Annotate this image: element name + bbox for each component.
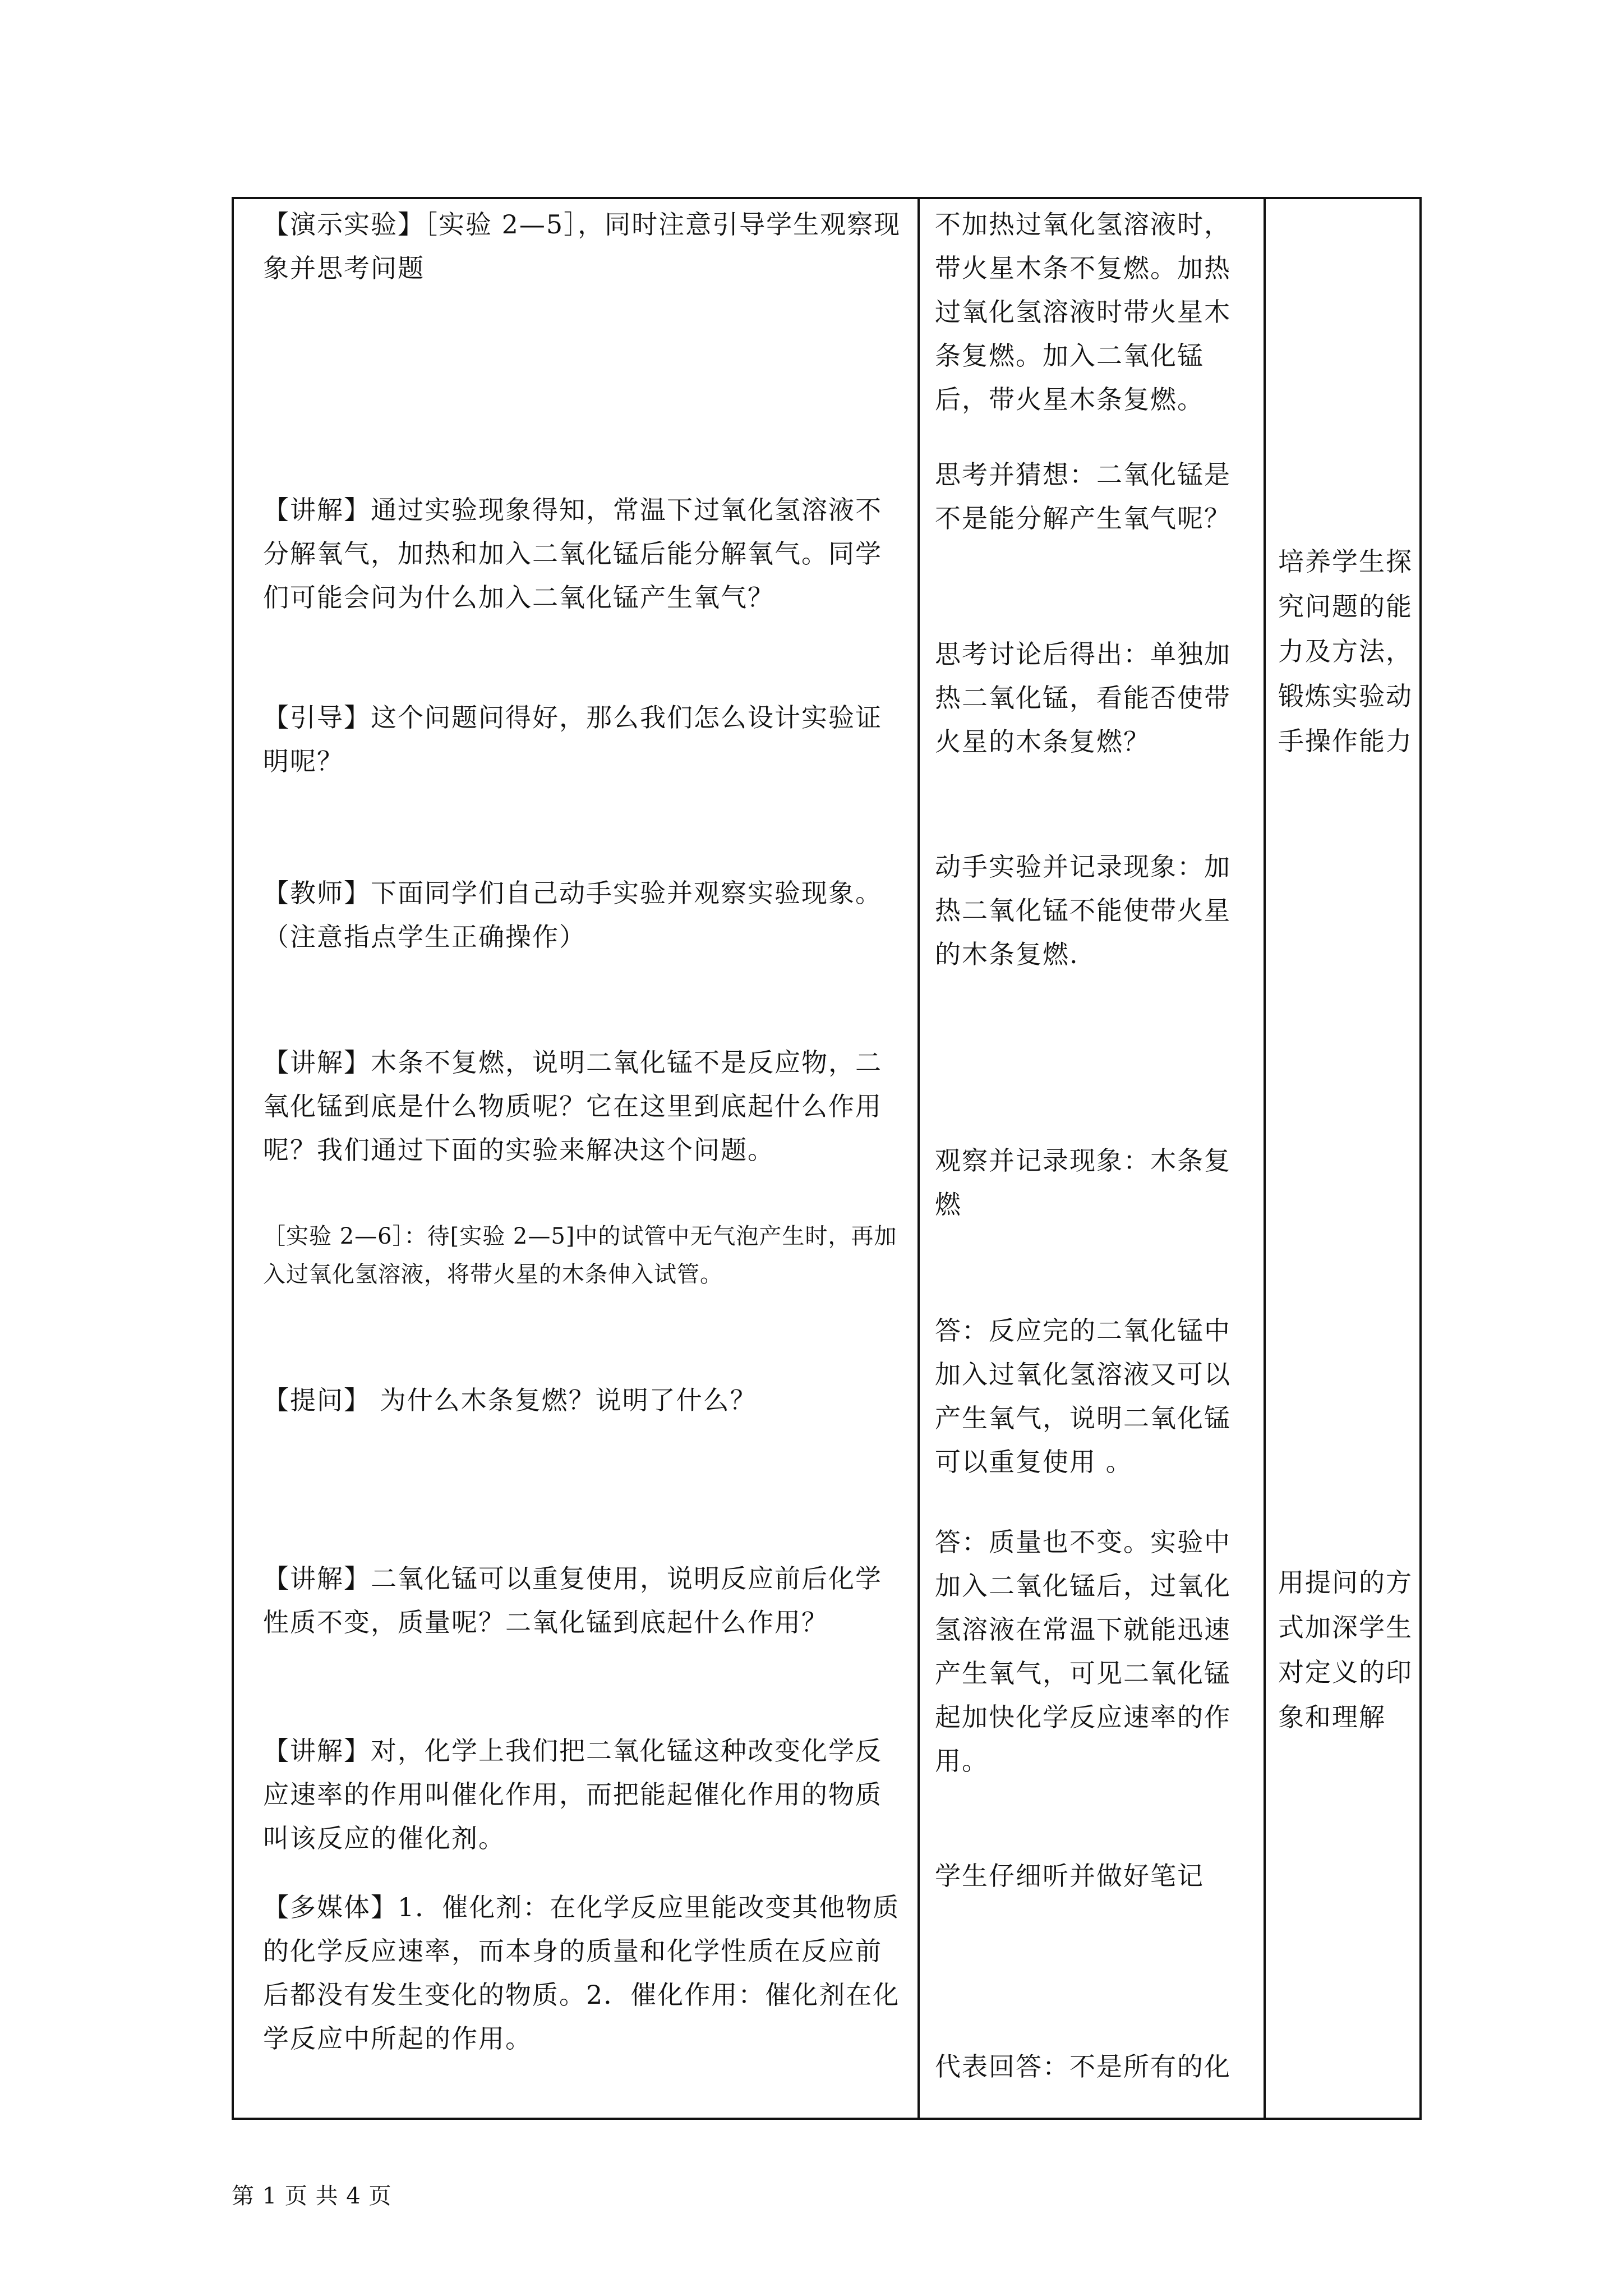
teacher-demo-experiment: 【演示实验】［实验 2—5］，同时注意引导学生观察现象并思考问题: [263, 209, 901, 283]
student-answer-2: 答：质量也不变。实验中加入二氧化锰后，过氧化氢溶液在常温下就能迅速产生氧气，可见二氧化锰起加快化学反应速率的作用。: [935, 1527, 1231, 1776]
teacher-guidance: 【引导】这个问题问得好，那么我们怎么设计实验证明呢？: [263, 702, 882, 776]
experiment-2-6: ［实验 2—6］：待[实验 2—5]中的试管中无气泡产生时，再加入过氧化氢溶液，将带火星的木条伸入试管。: [263, 1223, 897, 1287]
teacher-question: 【提问】 为什么木条复燃？说明了什么？: [263, 1385, 757, 1415]
page-footer: 第 1 页 共 4 页: [232, 2183, 392, 2209]
teacher-explanation-1: 【讲解】通过实验现象得知，常温下过氧化氢溶液不分解氧气，加热和加入二氧化锰后能分解氧气。同学们可能会问为什么加入二氧化锰产生氧气？: [263, 495, 882, 613]
teacher-explanation-2: 【讲解】木条不复燃，说明二氧化锰不是反应物，二氧化锰到底是什么物质呢？它在这里到底起什么作用呢？我们通过下面的实验来解决这个问题。: [263, 1047, 882, 1165]
student-answer-1: 答：反应完的二氧化锰中加入过氧化氢溶液又可以产生氧气，说明二氧化锰可以重复使用 。: [935, 1315, 1231, 1477]
student-representative-answer: 代表回答：不是所有的化: [935, 2051, 1231, 2082]
teacher-instruction: 【教师】下面同学们自己动手实验并观察实验现象。（注意指点学生正确操作）: [263, 878, 882, 952]
column-divider: [917, 199, 920, 2118]
teacher-explanation-3: 【讲解】二氧化锰可以重复使用，说明反应前后化学性质不变，质量呢？二氧化锰到底起什么作用？: [263, 1563, 882, 1637]
student-observation-1: 不加热过氧化氢溶液时，带火星木条不复燃。加热过氧化氢溶液时带火星木条复燃。加入二氧化锰后，带火星木条复燃。: [935, 209, 1231, 415]
intent-inquiry-ability: 培养学生探究问题的能力及方法，锻炼实验动手操作能力: [1278, 546, 1413, 756]
teacher-explanation-4: 【讲解】对，化学上我们把二氧化锰这种改变化学反应速率的作用叫催化作用，而把能起催化作用的物质叫该反应的催化剂。: [263, 1736, 882, 1853]
student-notes: 学生仔细听并做好笔记: [935, 1861, 1204, 1891]
student-guess: 思考并猜想：二氧化锰是不是能分解产生氧气呢？: [935, 459, 1231, 533]
student-experiment: 动手实验并记录现象：加热二氧化锰不能使带火星的木条复燃.: [935, 852, 1231, 969]
student-observation-2: 观察并记录现象：木条复燃: [935, 1145, 1231, 1220]
multimedia-definition: 【多媒体】1．催化剂：在化学反应里能改变其他物质的化学反应速率，而本身的质量和化学性质在反应前后都没有发生变化的物质。2．催化作用：催化剂在化学反应中所起的作用。: [263, 1892, 900, 2054]
lesson-table: [232, 197, 1422, 2120]
column-divider: [1264, 199, 1266, 2118]
intent-deepen-definition: 用提问的方式加深学生对定义的印象和理解: [1278, 1567, 1413, 1732]
student-discussion: 思考讨论后得出：单独加热二氧化锰，看能否使带火星的木条复燃？: [935, 639, 1231, 757]
